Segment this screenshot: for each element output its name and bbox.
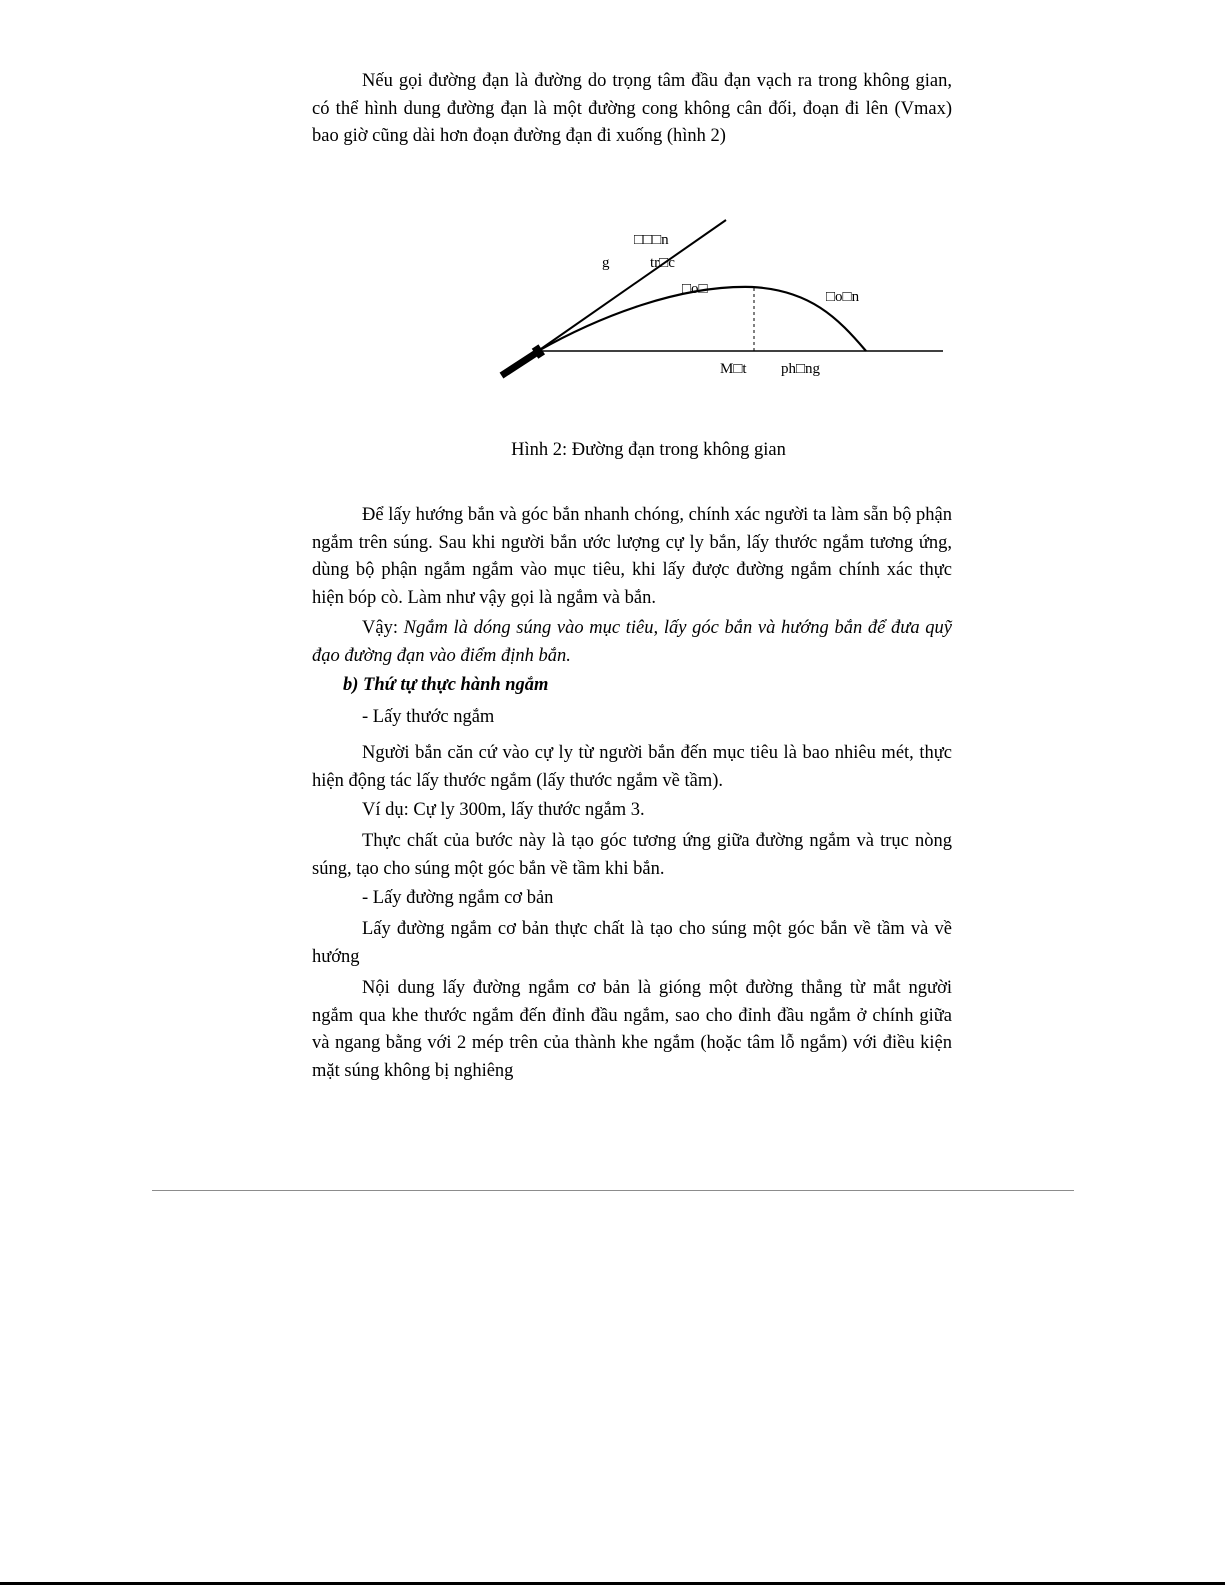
section-heading-b: b) Thứ tự thực hành ngắm: [343, 675, 549, 695]
paragraph-trajectory-intro: Nếu gọi đường đạn là đường do trọng tâm đầu đạn vạch ra trong không gian, có thể hình dung đường đạn là một đường cong không cân đối, đoạn đi lên (Vmax) bao giờ cũng dài hơn đoạn đường đạn đi xuống (hình 2): [312, 71, 952, 146]
paragraph-aiming-definition: [312, 615, 952, 670]
footer-divider: [152, 1190, 1074, 1191]
label-bore-g: g: [602, 255, 610, 271]
paragraph-sight-rule-detail: Người bắn căn cứ vào cự ly từ người bắn đến mục tiêu là bao nhiêu mét, thực hiện động tác lấy thước ngắm (lấy thước ngắm về tầm).: [312, 743, 952, 791]
figure-caption: Hình 2: Đường đạn trong không gian: [511, 440, 786, 460]
label-plane-right: ph□ng: [781, 361, 821, 377]
paragraph-sight-rule-essence: Thực chất của bước này là tạo góc tương ứng giữa đường ngắm và trục nòng súng, tạo cho súng một góc bắn về tầm khi bắn.: [312, 831, 952, 879]
paragraph-example: Ví dụ: Cự ly 300m, lấy thước ngắm 3.: [362, 800, 645, 820]
paragraph-aiming-purpose: Để lấy hướng bắn và góc bắn nhanh chóng, chính xác người ta làm sẵn bộ phận ngắm trên súng. Sau khi người bắn ước lượng cự ly bắn, lấy thước ngắm tương ứng, dùng bộ phận ngắm ngắm vào mục tiêu, khi lấy được đường ngắm chính xác thực hiện bóp cò. Làm như vậy gọi là ngắm và bắn.: [312, 505, 952, 608]
paragraph-basic-sight-essence: Lấy đường ngắm cơ bản thực chất là tạo cho súng một góc bắn về tầm và về hướng: [312, 919, 952, 967]
label-descending: □o□n: [826, 289, 860, 305]
label-ascending: □o□: [682, 281, 708, 297]
label-bore-top: □□□n: [634, 232, 669, 248]
step-take-sight-rule: - Lấy thước ngắm: [362, 707, 495, 727]
paragraph-basic-sight-content: Nội dung lấy đường ngắm cơ bản là gióng một đường thẳng từ mắt người ngắm qua khe thước ngắm đến đỉnh đầu ngắm, sao cho đỉnh đầu ngắm ở chính giữa và ngang bằng với 2 mép trên của thành khe ngắm (hoặc tâm lỗ ngắm) với điều kiện mặt súng không bị nghiêng: [312, 978, 952, 1081]
definition-prefix: Vậy:: [362, 618, 404, 638]
trajectory-figure: [0, 0, 1225, 420]
label-plane-left: M□t: [720, 361, 747, 377]
label-bore-tr: tr□c: [650, 255, 675, 271]
gun-barrel-icon: [498, 344, 545, 380]
step-basic-sight-line: - Lấy đường ngắm cơ bản: [362, 888, 554, 908]
definition-text: Ngắm là dóng súng vào mục tiêu, lấy góc bắn và hướng bắn để đưa quỹ đạo đường đạn vào điểm định bắn.: [312, 618, 952, 666]
